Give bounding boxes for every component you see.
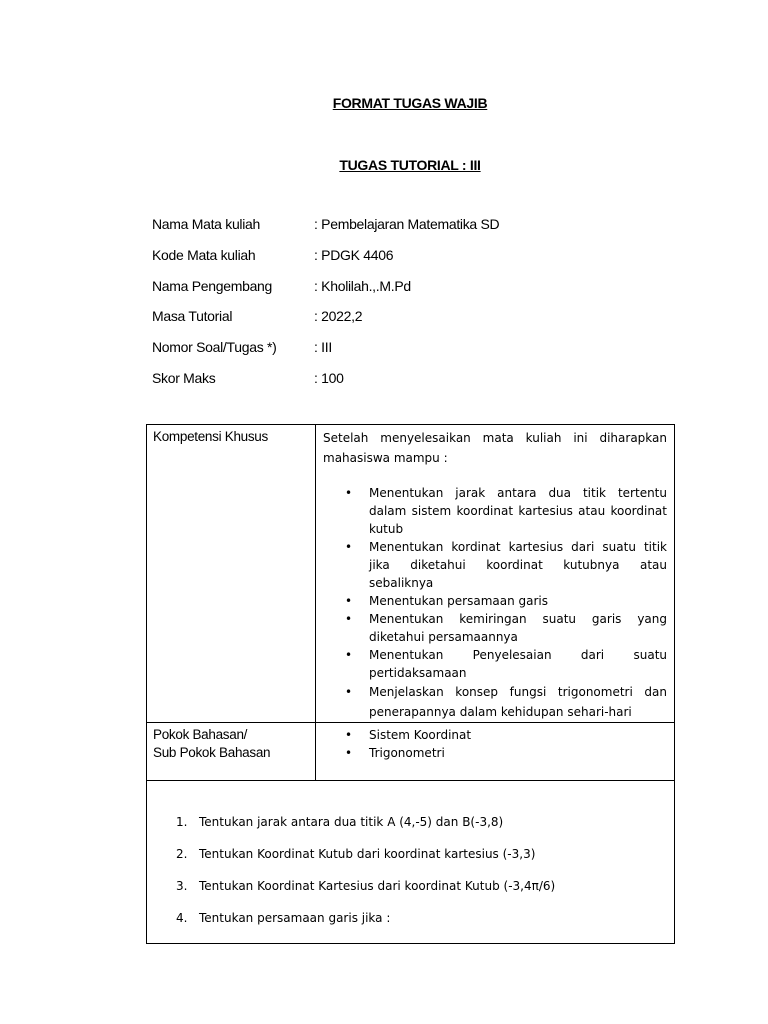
list-item: • Menentukan Penyelesaian dari suatu pertidaksamaan xyxy=(345,648,667,680)
info-value: : Pembelajaran Matematika SD xyxy=(314,216,500,232)
assignment-table xyxy=(146,424,675,944)
topics-label-line: Sub Pokok Bahasan xyxy=(153,745,271,760)
list-item xyxy=(176,879,555,911)
info-label: Nomor Soal/Tugas *) xyxy=(152,339,277,355)
document-title: FORMAT TUGAS WAJIB xyxy=(332,95,488,111)
topics-label xyxy=(147,723,316,781)
info-label: Nama Mata kuliah xyxy=(152,216,261,232)
competency-row xyxy=(147,425,675,723)
questions-list xyxy=(176,815,555,943)
info-value: : 2022,2 xyxy=(314,308,363,324)
question-number: 3. xyxy=(176,879,188,893)
question-text: Tentukan Koordinat Kartesius dari koordinat Kutub (-3,4π/6) xyxy=(199,879,556,893)
question-number: 1. xyxy=(176,815,188,829)
bullet-icon: • xyxy=(345,685,353,699)
bullet-icon: • xyxy=(345,648,353,662)
bullet-icon: • xyxy=(345,540,353,554)
question-number: 2. xyxy=(176,847,188,861)
question-number: 4. xyxy=(176,911,188,925)
competency-content xyxy=(316,425,675,723)
list-item: • Menentukan kemiringan suatu garis yang diketahui persamaannya xyxy=(345,612,667,644)
competency-label: Kompetensi Khusus xyxy=(147,425,316,723)
question-text: Tentukan Koordinat Kutub dari koordinat kartesius (-3,3) xyxy=(199,847,536,861)
topics-content xyxy=(316,723,675,781)
question-text: Tentukan persamaan garis jika : xyxy=(199,911,391,925)
questions-row xyxy=(147,781,675,944)
competency-list xyxy=(323,484,667,722)
list-item xyxy=(176,911,555,943)
list-item: • Menentukan kordinat kartesius dari suatu titik jika diketahui koordinat kutubnya atau sebaliknya xyxy=(345,540,667,590)
topics-label-line: Pokok Bahasan/ xyxy=(153,727,248,742)
topics-row xyxy=(147,723,675,781)
competency-intro: Setelah menyelesaikan mata kuliah ini diharapkan mahasiswa mampu : xyxy=(323,431,667,465)
questions-cell xyxy=(147,781,675,944)
list-item xyxy=(176,815,555,847)
info-label: Skor Maks xyxy=(152,370,216,386)
bullet-icon: • xyxy=(345,486,353,500)
info-value: : PDGK 4406 xyxy=(314,247,394,263)
info-value: : III xyxy=(314,339,332,355)
question-text: Tentukan jarak antara dua titik A (4,-5) dan B(-3,8) xyxy=(199,815,504,829)
info-label: Masa Tutorial xyxy=(152,308,233,324)
list-item: • Menentukan persamaan garis xyxy=(345,594,548,608)
list-item: • Sistem Koordinat xyxy=(345,728,472,742)
bullet-icon: • xyxy=(345,612,353,626)
document-subtitle: TUGAS TUTORIAL : III xyxy=(339,157,481,173)
bullet-icon: • xyxy=(345,594,353,608)
bullet-icon: • xyxy=(345,728,353,742)
info-label: Nama Pengembang xyxy=(152,278,273,294)
list-item xyxy=(176,847,555,879)
list-item: • Menjelaskan konsep fungsi trigonometri dan penerapannya dalam kehidupan sehari-hari xyxy=(323,682,667,722)
list-item: • Menentukan jarak antara dua titik tertentu dalam sistem koordinat kartesius atau koordinat kutub xyxy=(345,486,667,536)
list-item: • Trigonometri xyxy=(345,746,445,760)
info-value: : 100 xyxy=(314,370,344,386)
info-value: : Kholilah.,.M.Pd xyxy=(314,278,411,294)
topics-list xyxy=(323,726,667,762)
info-label: Kode Mata kuliah xyxy=(152,247,256,263)
bullet-icon: • xyxy=(345,746,353,760)
